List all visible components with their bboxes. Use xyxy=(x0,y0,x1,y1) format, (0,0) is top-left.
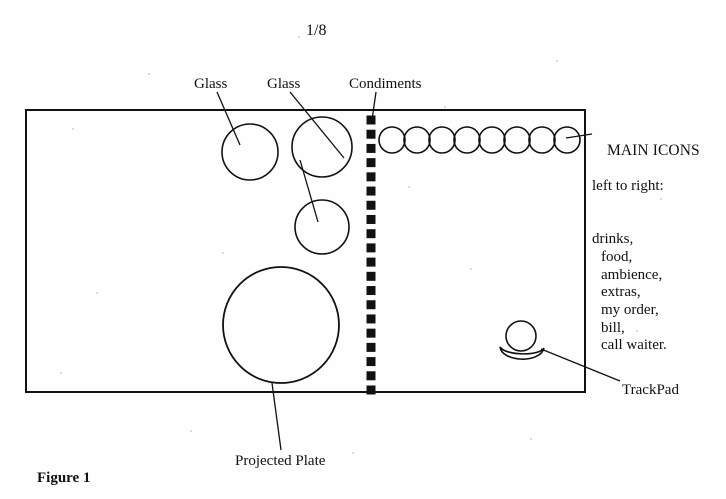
divider-dot xyxy=(367,371,376,380)
divider-dot xyxy=(367,243,376,252)
divider-dot xyxy=(367,300,376,309)
main-icons-item: food, xyxy=(601,248,633,265)
trackpad-base xyxy=(500,347,544,359)
divider-dot xyxy=(367,144,376,153)
paper-speck xyxy=(148,73,150,75)
main-icon-item-8[interactable] xyxy=(554,127,580,153)
divider-dot xyxy=(367,201,376,210)
divider-dot xyxy=(367,116,376,125)
paper-speck xyxy=(530,438,532,440)
main-icon-my-order[interactable] xyxy=(479,127,505,153)
paper-speck xyxy=(444,106,446,108)
main-icons-item: bill, xyxy=(601,319,625,336)
paper-speck xyxy=(408,186,410,188)
divider-dot xyxy=(367,329,376,338)
paper-speck xyxy=(352,452,354,454)
main-icon-bill[interactable] xyxy=(504,127,530,153)
glass-circle-upper-right xyxy=(292,117,352,177)
paper-speck xyxy=(298,36,300,38)
paper-speck xyxy=(470,268,472,270)
trackpad-circle xyxy=(506,321,536,351)
main-icons-order-line: left to right: xyxy=(592,178,664,195)
main-icon-call-waiter[interactable] xyxy=(529,127,555,153)
paper-speck xyxy=(222,252,224,254)
divider-dot xyxy=(367,343,376,352)
glass-circle-upper-left xyxy=(222,124,278,180)
main-icons-row xyxy=(379,127,580,153)
main-icons-list xyxy=(592,231,700,355)
main-icons-item: extras, xyxy=(601,284,641,301)
main-icons-item: ambience, xyxy=(601,266,663,283)
main-icon-extras[interactable] xyxy=(454,127,480,153)
divider-dot xyxy=(367,286,376,295)
paper-speck xyxy=(72,128,74,130)
main-icons-item: my order, xyxy=(601,301,659,318)
label-glass-right: Glass xyxy=(267,76,301,92)
glass-lower-leader xyxy=(300,160,318,222)
label-condiments: Condiments xyxy=(349,76,422,92)
divider-dot xyxy=(367,272,376,281)
divider-dot xyxy=(367,357,376,366)
paper-speck xyxy=(96,292,98,294)
divider-dot xyxy=(367,130,376,139)
glass-circle-lower xyxy=(295,200,349,254)
divider-dot xyxy=(367,158,376,167)
divider-dot xyxy=(367,187,376,196)
divider-dot xyxy=(367,314,376,323)
main-icon-ambience[interactable] xyxy=(429,127,455,153)
paper-speck xyxy=(636,330,638,332)
main-icons-annotation xyxy=(592,124,700,390)
glass-right-leader xyxy=(290,92,344,158)
glass-left-leader xyxy=(217,92,240,145)
divider-dot xyxy=(367,229,376,238)
divider-dot xyxy=(367,172,376,181)
projected-plate-circle xyxy=(223,267,339,383)
page-number: 1/8 xyxy=(306,22,327,39)
divider-dot xyxy=(367,386,376,395)
main-icon-food[interactable] xyxy=(404,127,430,153)
dotted-divider xyxy=(367,116,376,395)
main-icons-item: drinks, xyxy=(592,231,634,248)
divider-dot xyxy=(367,258,376,267)
paper-speck xyxy=(190,430,192,432)
projected-plate-leader xyxy=(272,383,281,450)
label-trackpad: TrackPad xyxy=(622,382,679,398)
divider-dot xyxy=(367,215,376,224)
figure-caption: Figure 1 xyxy=(37,470,91,486)
main-icon-drinks[interactable] xyxy=(379,127,405,153)
main-icons-item: call waiter. xyxy=(601,337,667,354)
paper-speck xyxy=(60,372,62,374)
main-icons-heading: MAIN ICONS xyxy=(607,141,700,159)
paper-speck xyxy=(660,198,662,200)
label-projected-plate: Projected Plate xyxy=(235,453,326,469)
label-glass-left: Glass xyxy=(194,76,228,92)
paper-speck xyxy=(556,60,558,62)
